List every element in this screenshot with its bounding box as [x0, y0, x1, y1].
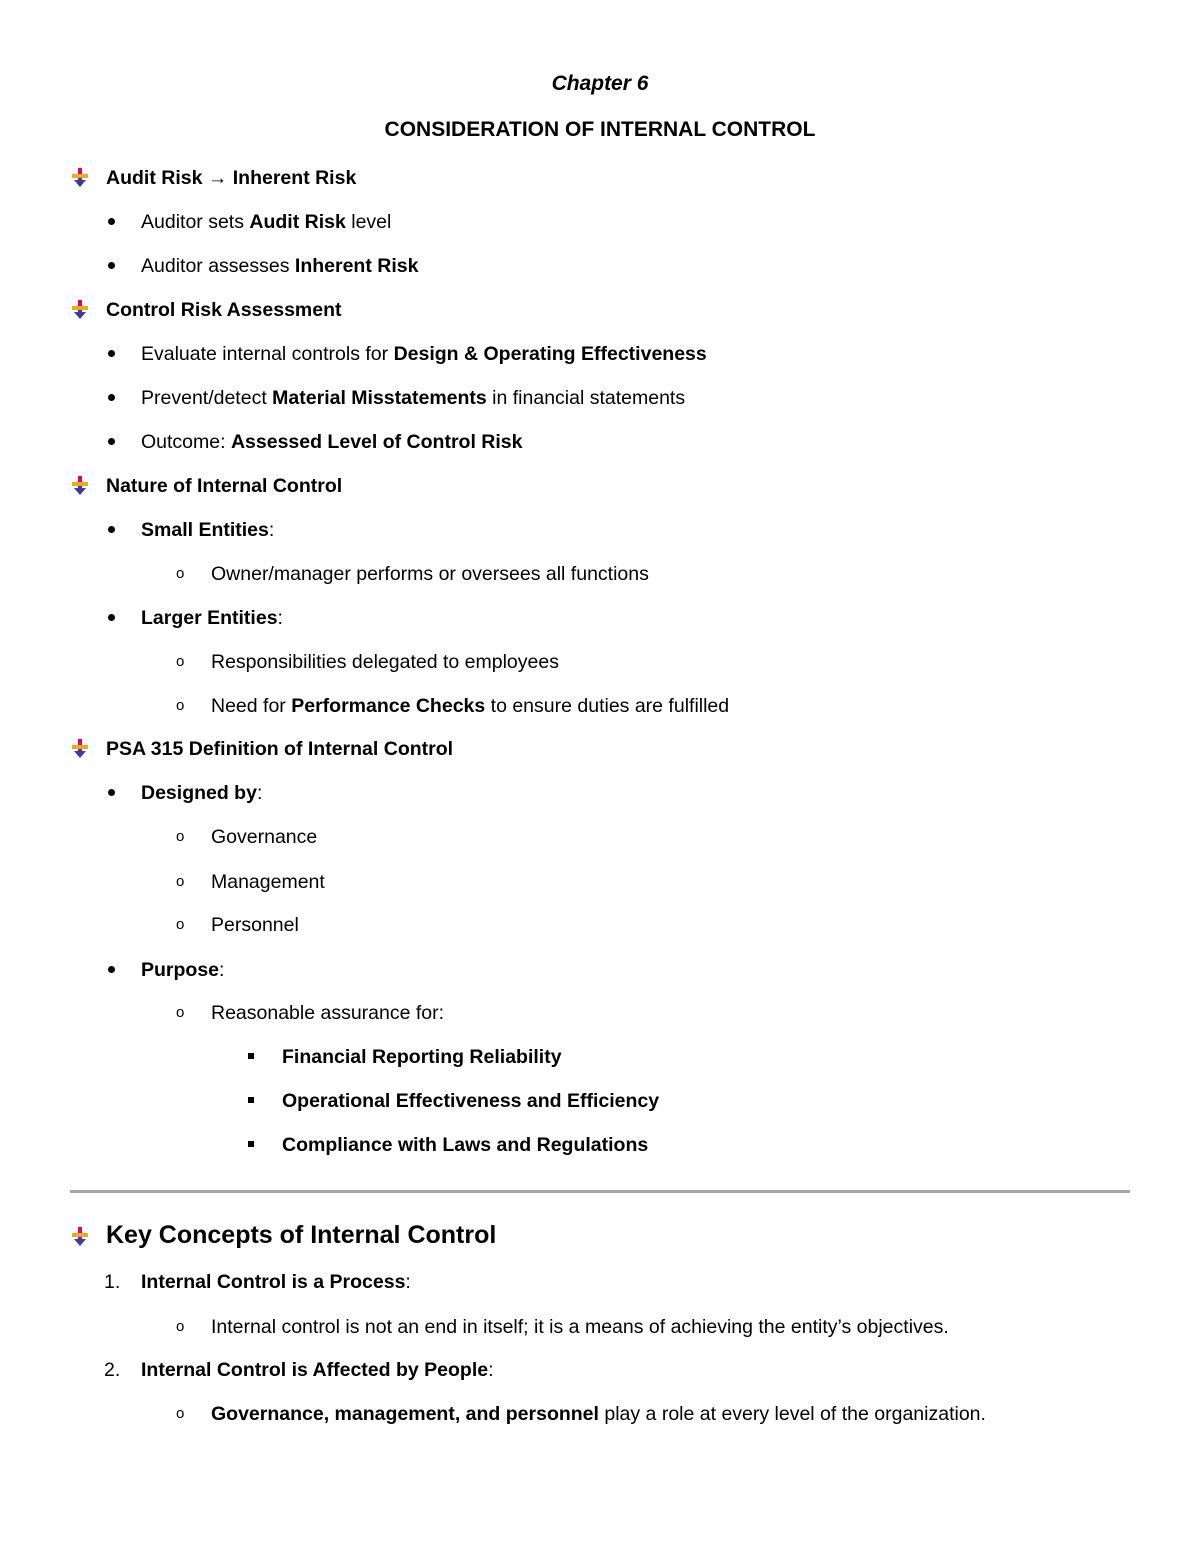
horizontal-divider	[70, 1190, 1130, 1193]
bullet-dot	[108, 350, 115, 357]
sub-list-item: Governance, management, and personnel play a role at every level of the organization.	[211, 1403, 986, 1425]
list-item: Outcome: Assessed Level of Control Risk	[141, 431, 523, 453]
section-heading-nature: Nature of Internal Control	[106, 475, 343, 497]
bullet-dot	[108, 218, 115, 225]
list-item: Designed by:	[141, 782, 263, 804]
down-arrow-bullet-icon	[70, 1225, 92, 1247]
square-bullet	[248, 1053, 254, 1059]
page-title: CONSIDERATION OF INTERNAL CONTROL	[384, 118, 816, 141]
sub-bullet-circle: o	[176, 873, 185, 890]
bullet-dot	[108, 966, 115, 973]
numbered-item: Internal Control is a Process:	[141, 1271, 411, 1293]
list-item: Small Entities:	[141, 519, 275, 541]
list-item: Purpose:	[141, 959, 225, 981]
section-heading-psa315: PSA 315 Definition of Internal Control	[106, 738, 454, 760]
list-item: Auditor assesses Inherent Risk	[141, 255, 419, 277]
bullet-dot	[108, 526, 115, 533]
section-heading-key-concepts: Key Concepts of Internal Control	[106, 1221, 497, 1249]
bullet-dot	[108, 262, 115, 269]
sub-sub-list-item: Compliance with Laws and Regulations	[282, 1134, 649, 1156]
down-arrow-bullet-icon	[70, 166, 92, 188]
sub-list-item: Reasonable assurance for:	[211, 1002, 445, 1024]
chapter-label: Chapter 6	[551, 72, 649, 95]
square-bullet	[248, 1141, 254, 1147]
sub-bullet-circle: o	[176, 653, 185, 670]
bullet-dot	[108, 438, 115, 445]
sub-list-item: Need for Performance Checks to ensure duties are fulfilled	[211, 695, 730, 717]
sub-list-item: Responsibilities delegated to employees	[211, 651, 559, 673]
sub-bullet-circle: o	[176, 1004, 185, 1021]
list-item: Larger Entities:	[141, 607, 283, 629]
sub-list-item: Management	[211, 871, 325, 893]
sub-sub-list-item: Financial Reporting Reliability	[282, 1046, 562, 1068]
down-arrow-bullet-icon	[70, 737, 92, 759]
sub-list-item: Owner/manager performs or oversees all functions	[211, 563, 649, 585]
down-arrow-bullet-icon	[70, 298, 92, 320]
numbered-item: Internal Control is Affected by People:	[141, 1359, 494, 1381]
bullet-dot	[108, 789, 115, 796]
sub-sub-list-item: Operational Effectiveness and Efficiency	[282, 1090, 660, 1112]
sub-list-item: Governance	[211, 826, 318, 848]
sub-bullet-circle: o	[176, 565, 185, 582]
sub-bullet-circle: o	[176, 1405, 185, 1422]
list-item: Evaluate internal controls for Design & Operating Effectiveness	[141, 343, 707, 365]
sub-bullet-circle: o	[176, 828, 185, 845]
sub-bullet-circle: o	[176, 916, 185, 933]
bullet-dot	[108, 614, 115, 621]
section-heading-control-risk: Control Risk Assessment	[106, 299, 342, 321]
square-bullet	[248, 1097, 254, 1103]
down-arrow-bullet-icon	[70, 474, 92, 496]
sub-bullet-circle: o	[176, 697, 185, 714]
sub-list-item: Internal control is not an end in itself; it is a means of achieving the entity’s objectives.	[211, 1316, 949, 1338]
list-number: 2.	[104, 1359, 121, 1381]
sub-list-item: Personnel	[211, 914, 299, 936]
sub-bullet-circle: o	[176, 1318, 185, 1335]
list-item: Prevent/detect Material Misstatements in financial statements	[141, 387, 686, 409]
list-number: 1.	[104, 1271, 121, 1293]
bullet-dot	[108, 394, 115, 401]
section-heading-audit-risk: Audit Risk → Inherent Risk	[106, 167, 357, 189]
list-item: Auditor sets Audit Risk level	[141, 211, 392, 233]
